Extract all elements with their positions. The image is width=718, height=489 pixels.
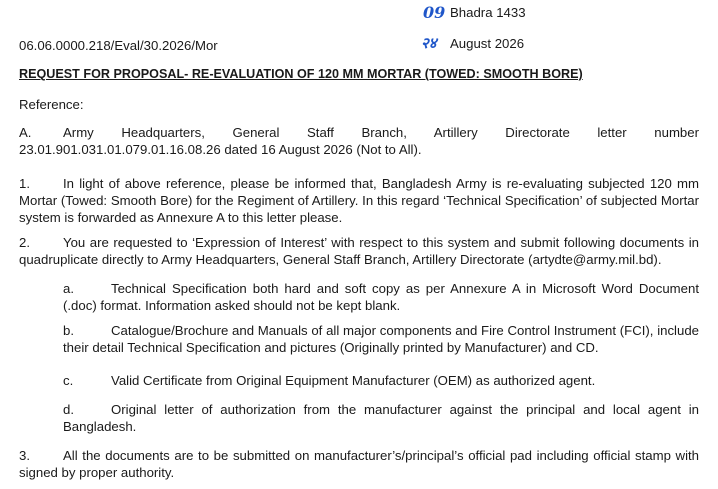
subparagraph-letter: b.	[63, 323, 74, 338]
paragraph-a	[19, 124, 699, 158]
english-date: August 2026	[450, 36, 525, 51]
paragraph-text: You are requested to ‘Expression of Interest’ with respect to this system and submit following documents in quadruplicate directly to Army Headquarters, General Staff Branch, Artillery Directorate (artydte@army.mil.bd).	[19, 235, 699, 267]
bangla-date: Bhadra 1433	[450, 5, 526, 20]
subparagraph-text: Catalogue/Brochure and Manuals of all major components and Fire Control Instrument (FCI), include their detail Technical Specification and pictures (Originally printed by Manufacturer) and CD.	[63, 323, 699, 355]
subparagraph-letter: a.	[63, 281, 74, 296]
subparagraph-text: Technical Specification both hard and soft copy as per Annexure A in Microsoft Word Document (.doc) format. Information asked should not be kept blank.	[63, 281, 699, 313]
paragraph-number: 1.	[19, 176, 30, 191]
reference-heading: Reference:	[19, 97, 84, 112]
paragraph-2	[19, 234, 699, 268]
paragraph-3	[19, 447, 699, 481]
subparagraph-c	[63, 372, 699, 389]
reference-number: 06.06.0000.218/Eval/30.2026/Mor	[19, 38, 218, 53]
subparagraph-b	[63, 322, 699, 356]
subparagraph-d	[63, 401, 699, 435]
subparagraph-letter: c.	[63, 373, 74, 388]
subparagraph-text: Valid Certificate from Original Equipment Manufacturer (OEM) as authorized agent.	[111, 373, 596, 388]
paragraph-text: All the documents are to be submitted on manufacturer’s/principal’s official pad including official stamp with signed by proper authority.	[19, 448, 699, 480]
subparagraph-text: Original letter of authorization from the manufacturer against the principal and local agent in Bangladesh.	[63, 402, 699, 434]
paragraph-number: 2.	[19, 235, 30, 250]
handwritten-day-english: २४	[421, 34, 437, 52]
paragraph-1	[19, 175, 699, 226]
paragraph-text: Army Headquarters, General Staff Branch, Artillery Directorate letter number 23.01.901.031.01.079.01.16.08.26 dated 16 August 2026 (Not to All).	[19, 125, 699, 157]
paragraph-text: In light of above reference, please be informed that, Bangladesh Army is re-evaluating subjected 120 mm Mortar (Towed: Smooth Bore) for the Regiment of Artillery. In this regard ‘Technical Specification’ of subjected Mortar system is forwarded as Annexure A to this letter please.	[19, 176, 699, 225]
handwritten-day-bangla: 09	[423, 3, 446, 22]
paragraph-number: 3.	[19, 448, 30, 463]
subparagraph-letter: d.	[63, 402, 74, 417]
subparagraph-a	[63, 280, 699, 314]
letter-subject: REQUEST FOR PROPOSAL- RE-EVALUATION OF 120 MM MORTAR (TOWED: SMOOTH BORE)	[19, 67, 583, 81]
paragraph-number: A.	[19, 125, 32, 140]
